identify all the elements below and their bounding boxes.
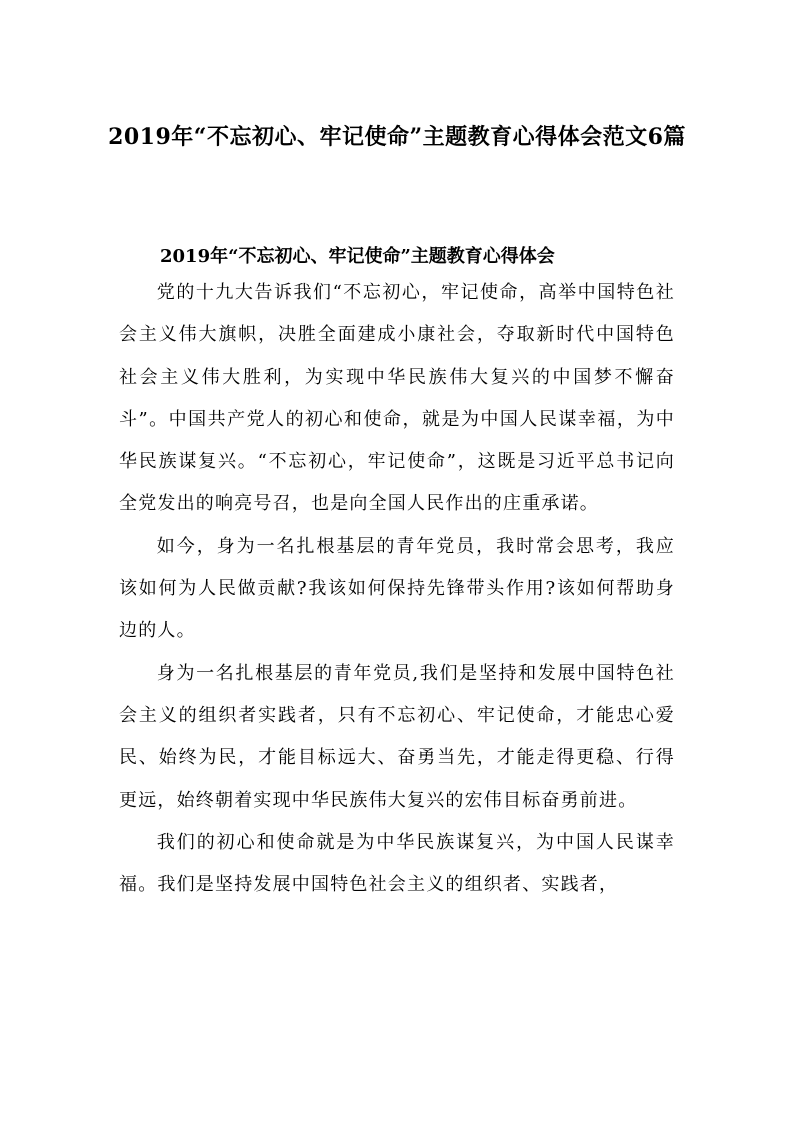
- paragraph: 我们的初心和使命就是为中华民族谋复兴，为中国人民谋幸福。我们是坚持发展中国特色社会主义的组织者、实践者，: [119, 831, 675, 896]
- document-body: [119, 272, 675, 906]
- document-title: 2019年“不忘初心、牢记使命”主题教育心得体会范文6篇: [108, 124, 686, 150]
- paragraph: 身为一名扎根基层的青年党员,我们是坚持和发展中国特色社会主义的组织者实践者，只有不忘初心、牢记使命，才能忠心爱民、始终为民，才能目标远大、奋勇当先，才能走得更稳、行得更远，始终朝着实现中华民族伟大复兴的宏伟目标奋勇前进。: [119, 662, 675, 811]
- paragraph: 如今，身为一名扎根基层的青年党员，我时常会思考，我应该如何为人民做贡献?我该如何保持先锋带头作用?该如何帮助身边的人。: [119, 535, 675, 642]
- paragraph: 党的十九大告诉我们“不忘初心，牢记使命，高举中国特色社会主义伟大旗帜，决胜全面建成小康社会，夺取新时代中国特色社会主义伟大胜利，为实现中华民族伟大复兴的中国梦不懈奋斗”。中国共产党人的初心和使命，就是为中国人民谋幸福，为中华民族谋复兴。“不忘初心，牢记使命”，这既是习近平总书记向全党发出的响亮号召，也是向全国人民作出的庄重承诺。: [119, 282, 675, 515]
- section-heading: 2019年“不忘初心、牢记使命”主题教育心得体会: [160, 246, 555, 267]
